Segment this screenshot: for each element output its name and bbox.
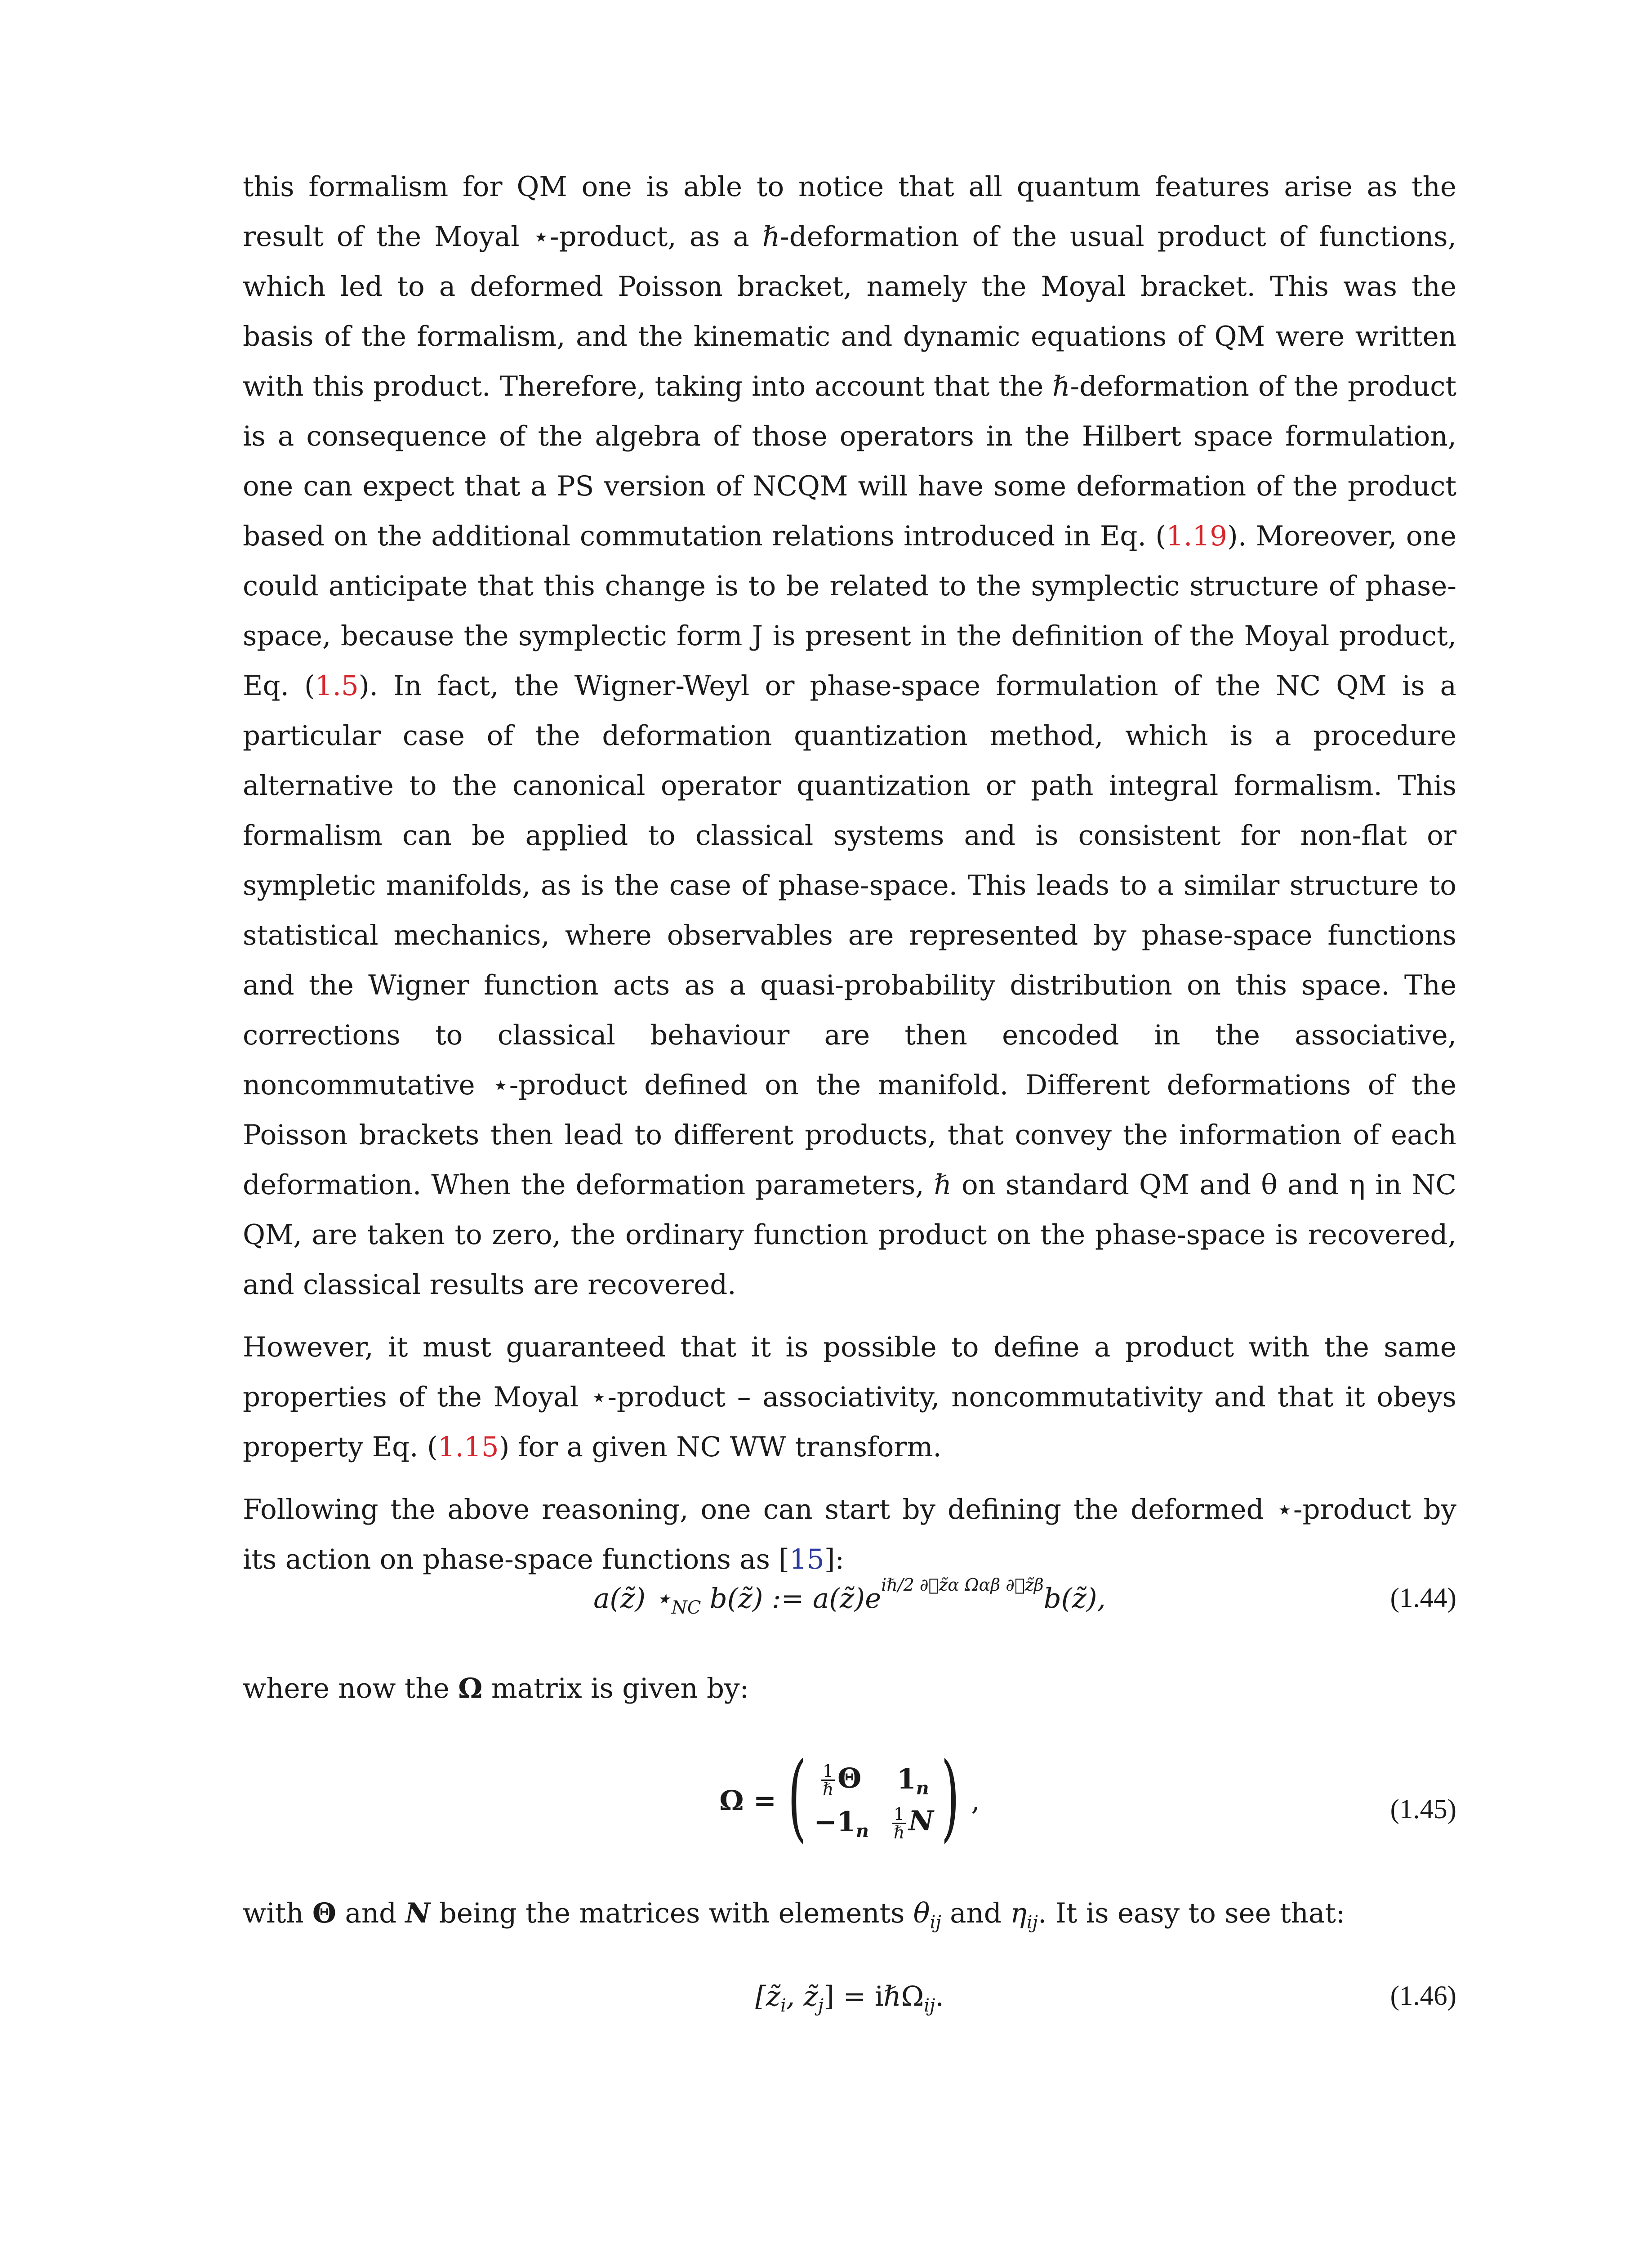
paragraph-4-part-1: where now the — [243, 1673, 459, 1704]
paragraph-4-part-2: matrix is given by: — [482, 1673, 749, 1704]
body-text-top — [243, 162, 1456, 1584]
paragraph-4 — [243, 1664, 1456, 1713]
matrix-cell-21 — [802, 1801, 881, 1843]
theta-symbol: Θ — [312, 1897, 337, 1929]
paragraph-3-part-2: ]: — [824, 1543, 845, 1575]
equation-number-1-46: (1.46) — [1390, 1981, 1456, 2011]
paragraph-5-part-5: . It is easy to see that: — [1038, 1897, 1345, 1929]
eq145-lhs: Ω = — [719, 1784, 776, 1817]
eq144-lhs: a(z̃) ⋆ — [593, 1583, 672, 1615]
paragraph-3 — [243, 1485, 1456, 1584]
paragraph-5-part-2: and — [336, 1897, 405, 1929]
equation-1-45 — [243, 1742, 1456, 1866]
matrix-right-paren: ) — [941, 1742, 960, 1852]
paragraph-2-part-1: However, it must guaranteed that it is possible to define a product with the same properties of the Moyal ⋆-product – associativity, noncommutativity and that it obeys property Eq. ( — [243, 1331, 1456, 1463]
equation-1-44 — [243, 1574, 1456, 1628]
equation-number-1-44: (1.44) — [1390, 1583, 1456, 1613]
eq144-mid: b(z̃) := a(z̃)e — [701, 1583, 882, 1615]
equation-1-44-body — [243, 1575, 1456, 1619]
identity-symbol-12: 1 — [897, 1763, 916, 1795]
omega-matrix — [785, 1742, 962, 1852]
identity-symbol-21: −1 — [814, 1806, 856, 1838]
theta-matrix-symbol: Θ — [837, 1762, 862, 1794]
paragraph-2 — [243, 1322, 1456, 1472]
n-matrix-symbol: N — [908, 1805, 934, 1838]
frac-11-den: ℏ — [822, 1780, 834, 1800]
identity-sub-12: n — [916, 1777, 929, 1799]
frac-11-num: 1 — [821, 1762, 835, 1781]
eq144-exponent: iℏ/2 ∂⃖z̃α Ωαβ ∂⃗z̃β — [881, 1575, 1044, 1595]
equation-ref-1-19[interactable]: 1.19 — [1166, 520, 1228, 552]
matrix-cell-12 — [881, 1758, 945, 1801]
paragraph-3-part-1: Following the above reasoning, one can start by defining the deformed ⋆-product by its action on phase-space functions as [ — [243, 1494, 1456, 1575]
frac-22-num: 1 — [892, 1806, 906, 1824]
eq146-bracket-open: [z̃ — [755, 1980, 781, 2012]
eq146-sub-i: i — [780, 1995, 786, 2016]
eq145-tail: , — [971, 1784, 980, 1817]
eq144-lhs-sub: NC — [671, 1597, 701, 1619]
n-symbol: N — [405, 1897, 431, 1929]
eq144-rhs: b(z̃), — [1043, 1583, 1106, 1615]
equation-1-45-body — [243, 1742, 1456, 1852]
matrix-left-paren: ( — [788, 1742, 806, 1852]
equation-number-1-45: (1.45) — [1390, 1794, 1456, 1824]
paragraph-1 — [243, 162, 1456, 1310]
omega-symbol: Ω — [458, 1673, 483, 1704]
frac-22 — [892, 1806, 906, 1841]
paragraph-1-part-2: ). Moreover, one could anticipate that this change is to be related to the symplectic structure of phase-space, because the symplectic form J is present in the definition of the Moyal product, Eq. ( — [243, 520, 1456, 702]
equation-1-46-body — [243, 1980, 1456, 2016]
frac-11 — [821, 1762, 835, 1798]
equation-ref-1-15[interactable]: 1.15 — [437, 1431, 499, 1463]
theta-element: θ — [913, 1897, 930, 1929]
identity-sub-21: n — [855, 1820, 869, 1842]
theta-element-sub: ij — [930, 1912, 941, 1933]
equation-1-46 — [243, 1976, 1456, 2030]
eta-element-sub: ij — [1026, 1912, 1038, 1933]
paragraph-5-part-3: being the matrices with elements — [430, 1897, 913, 1929]
paragraph-5-part-4: and — [941, 1897, 1011, 1929]
matrix-cell-22 — [881, 1801, 945, 1843]
matrix-table — [802, 1758, 945, 1844]
eq146-end: . — [935, 1980, 944, 2012]
frac-22-den: ℏ — [893, 1822, 905, 1842]
paragraph-5-part-1: with — [243, 1897, 312, 1929]
body-text-low — [243, 1888, 1456, 1938]
matrix-cell-11 — [802, 1758, 881, 1801]
eq146-comma: , z̃ — [786, 1980, 818, 2012]
eq146-sub-ij: ij — [924, 1995, 935, 2016]
eq146-sub-j: j — [818, 1995, 824, 2016]
paragraph-2-part-2: ) for a given NC WW transform. — [499, 1431, 942, 1463]
paragraph-5 — [243, 1888, 1456, 1938]
eq146-rhs: ] = iℏΩ — [824, 1980, 924, 2012]
citation-15[interactable]: 15 — [789, 1543, 824, 1575]
eta-element: η — [1010, 1897, 1027, 1929]
equation-ref-1-5[interactable]: 1.5 — [315, 670, 359, 702]
body-text-mid — [243, 1664, 1456, 1713]
paragraph-1-part-3: ). In fact, the Wigner-Weyl or phase-space formulation of the NC QM is a particular case of the deformation quantization method, which is a procedure alternative to the canonical operator quantization or path integral formalism. This formalism can be applied to classical systems and is consistent for non-flat or sympletic manifolds, as is the case of phase-space. This leads to a similar structure to statistical mechanics, where observables are represented by phase-space functions and the Wigner function acts as a quasi-probability distribution on this space. The corrections to classical behaviour are then encoded in the associative, noncommutative ⋆-product defined on the manifold. Different deformations of the Poisson brackets then lead to different products, that convey the information of each deformation. When the deformation parameters, ℏ on standard QM and θ and η in NC QM, are taken to zero, the ordinary function product on the phase-space is recovered, and classical results are recovered. — [243, 670, 1457, 1301]
paragraph-1-part-1: this formalism for QM one is able to notice that all quantum features arise as the result of the Moyal ⋆-product, as a ℏ-deformation of the usual product of functions, which led to a deformed Poisson bracket, namely the Moyal bracket. This was the basis of the formalism, and the kinematic and dynamic equations of QM were written with this product. Therefore, taking into account that the ℏ-deformation of the product is a consequence of the algebra of those operators in the Hilbert space formulation, one can expect that a PS version of NCQM will have some deformation of the product based on the additional commutation relations introduced in Eq. ( — [243, 171, 1456, 552]
